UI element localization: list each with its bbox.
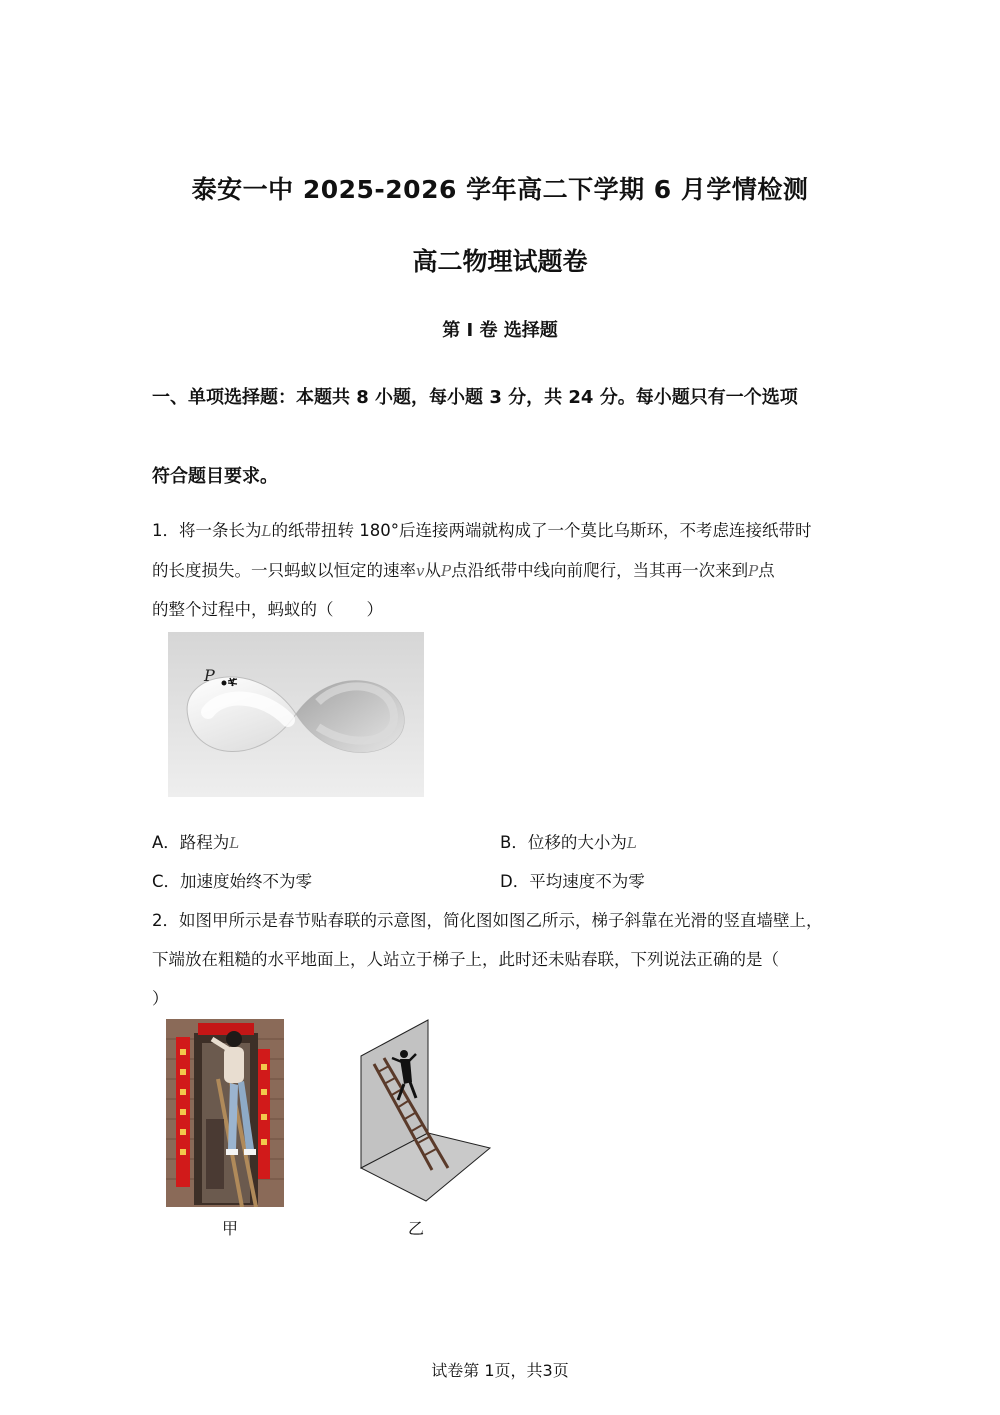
section-heading-line1: 一、单项选择题：本题共 8 小题，每小题 3 分，共 24 分。每小题只有一个选项 bbox=[152, 387, 798, 408]
q1-line1: 1．将一条长为L的纸带扭转 180°后连接两端就构成了一个莫比乌斯环，不考虑连接纸带时 bbox=[152, 521, 812, 540]
point-p-label: P bbox=[204, 666, 215, 685]
ladder-diagram-figure bbox=[358, 1018, 494, 1202]
section-heading-line2: 符合题目要求。 bbox=[152, 466, 278, 487]
q1-option-d[interactable]: D．平均速度不为零 bbox=[500, 872, 645, 891]
exam-title: 泰安一中 2025-2026 学年高二下学期 6 月学情检测 bbox=[191, 175, 809, 204]
figure-b-caption: 乙 bbox=[407, 1219, 424, 1238]
volume-heading: 第 I 卷 选择题 bbox=[442, 320, 558, 341]
couplet-photo-figure bbox=[166, 1019, 284, 1207]
q2-line2: 下端放在粗糙的水平地面上，人站立于梯子上，此时还未贴春联，下列说法正确的是（ bbox=[152, 950, 779, 969]
q1-option-b[interactable]: B．位移的大小为L bbox=[500, 833, 637, 852]
exam-subtitle: 高二物理试题卷 bbox=[412, 247, 588, 276]
q1-option-c[interactable]: C．加速度始终不为零 bbox=[152, 872, 313, 891]
q2-line3: ） bbox=[152, 989, 169, 1008]
q1-line2: 的长度损失。一只蚂蚁以恒定的速率v从P点沿纸带中线向前爬行，当其再一次来到P点 bbox=[152, 561, 775, 580]
q1-line3: 的整个过程中，蚂蚁的（ ） bbox=[152, 600, 383, 619]
page-footer: 试卷第 1页，共3页 bbox=[431, 1361, 569, 1380]
mobius-strip-figure bbox=[168, 632, 424, 797]
figure-a-caption: 甲 bbox=[221, 1219, 238, 1238]
q2-line1: 2．如图甲所示是春节贴春联的示意图，简化图如图乙所示，梯子斜靠在光滑的竖直墙壁上， bbox=[152, 911, 823, 930]
q1-option-a[interactable]: A．路程为L bbox=[152, 833, 240, 852]
